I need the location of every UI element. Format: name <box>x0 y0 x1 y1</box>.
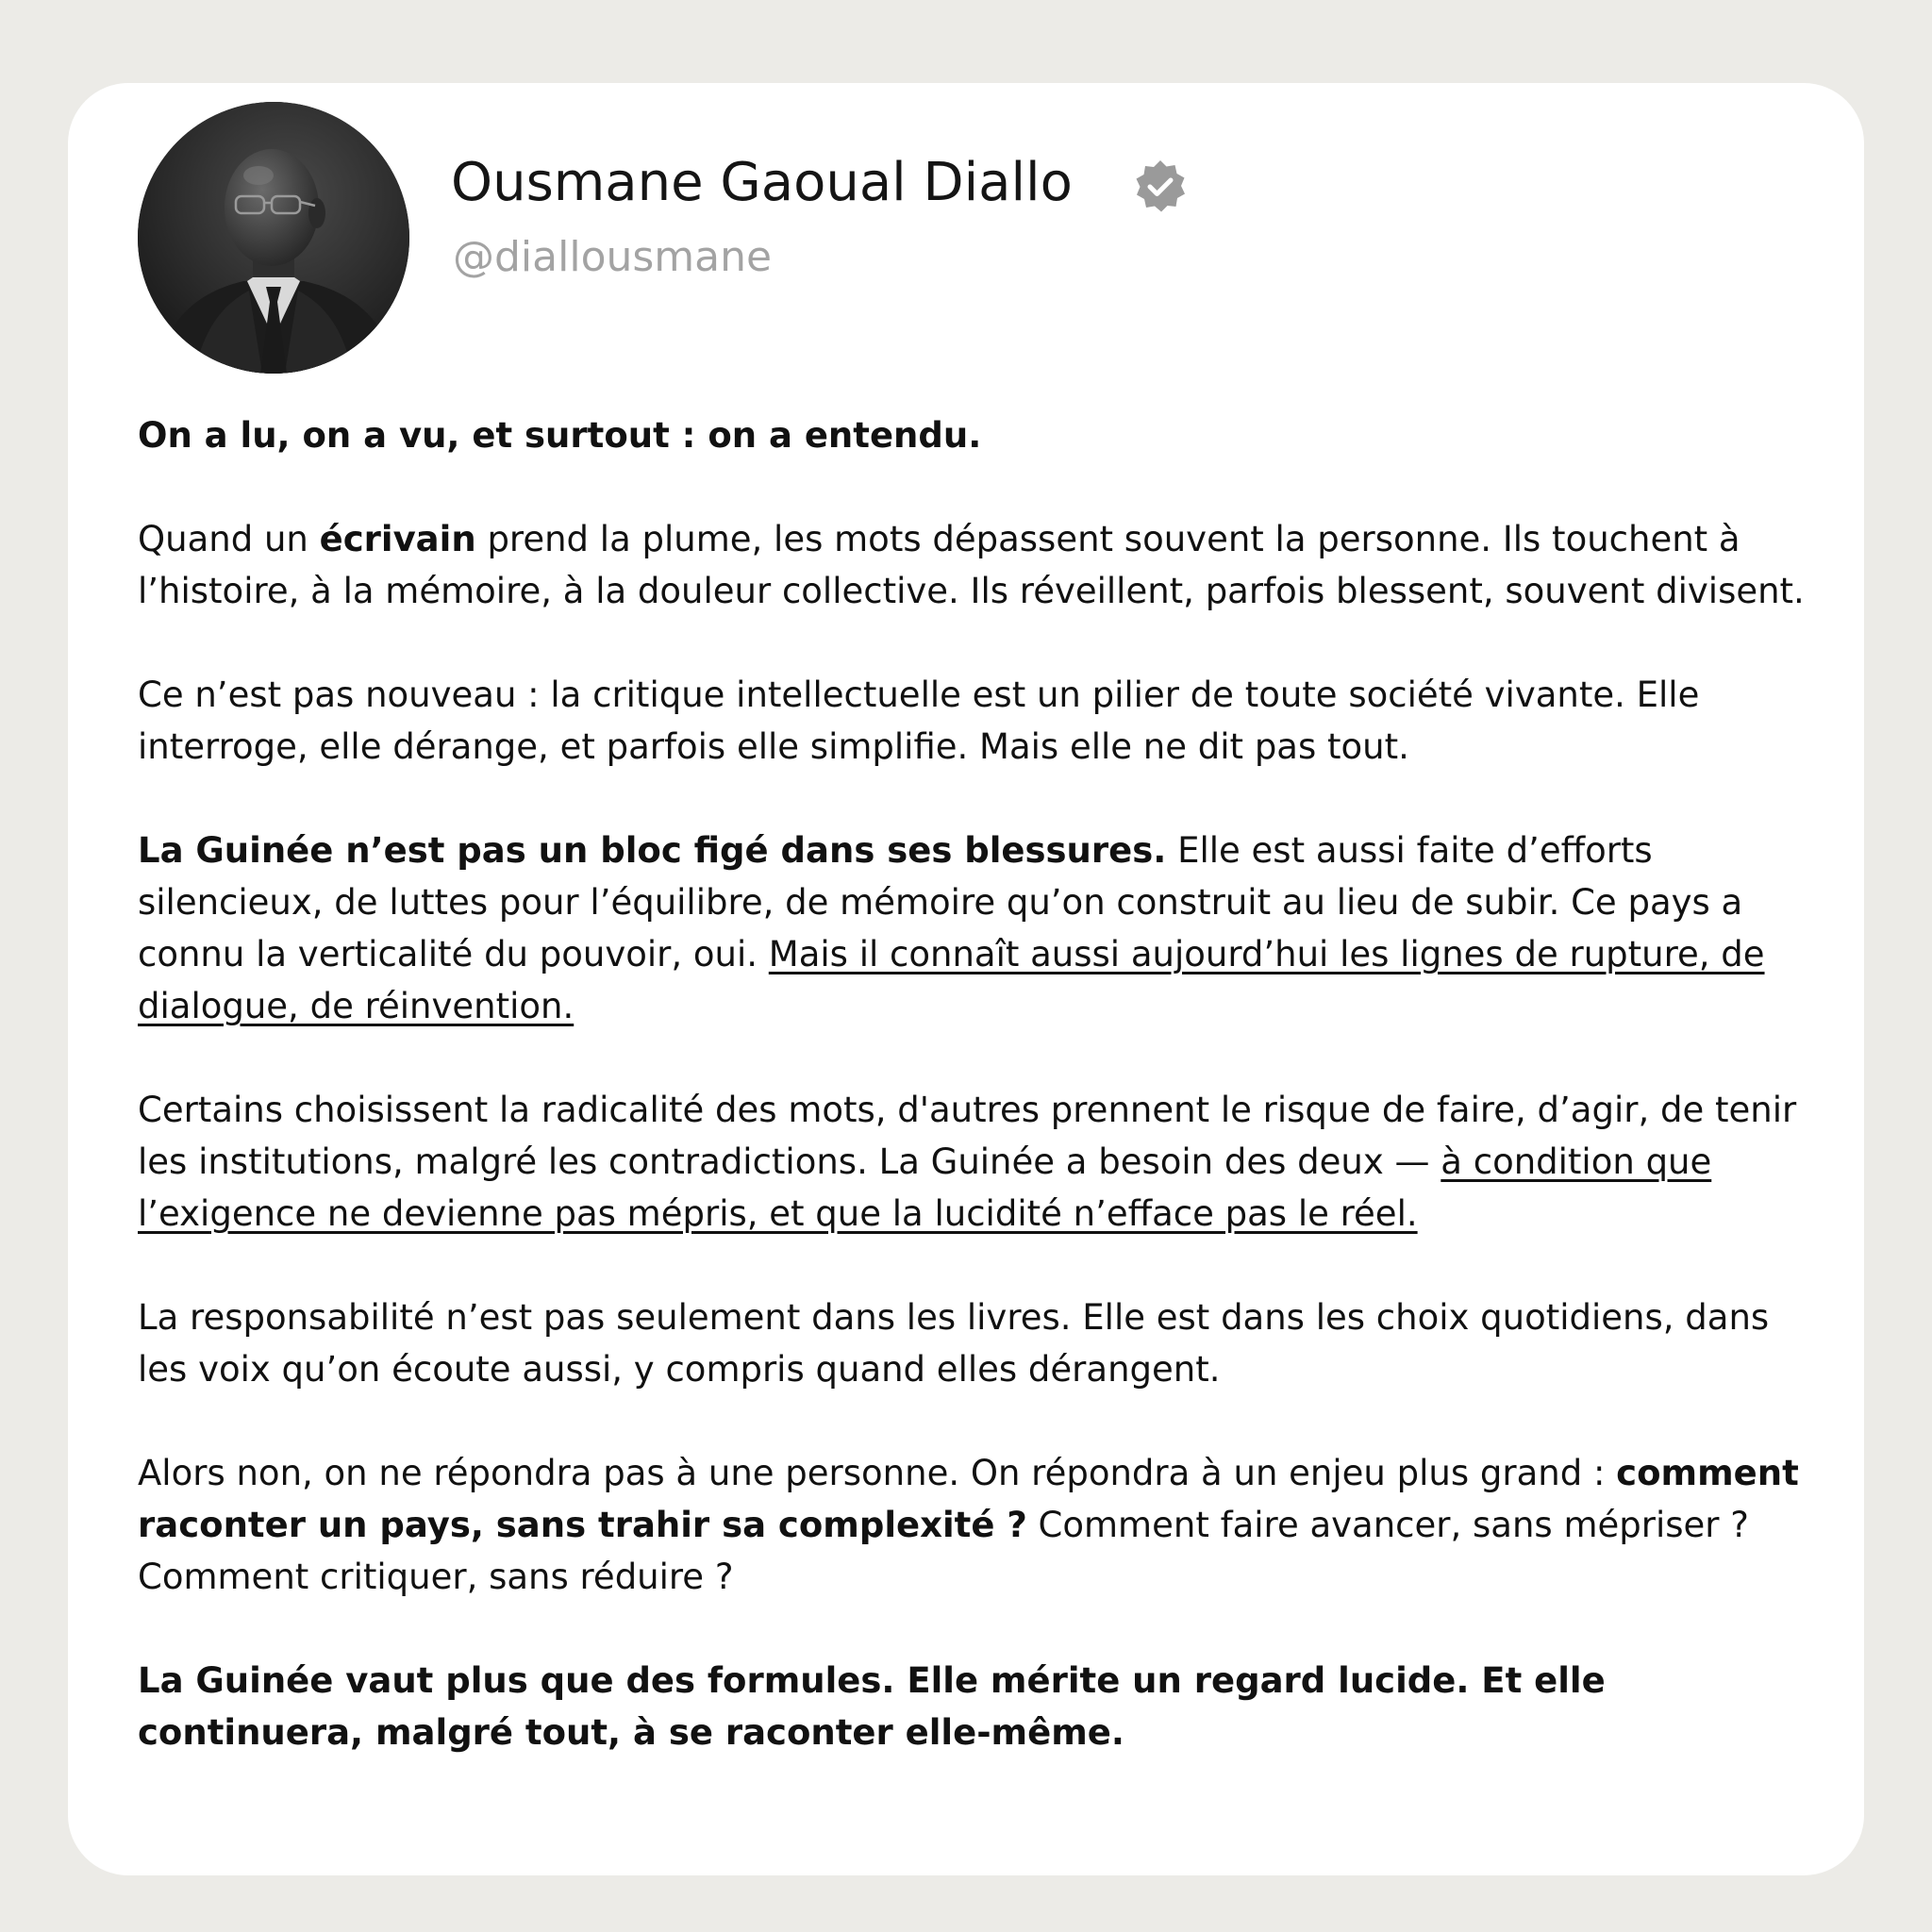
post-paragraph: Ce n’est pas nouveau : la critique intellectuelle est un pilier de toute société vivante. Elle interroge, elle dérange, et parfois elle simplifie. Mais elle ne dit pas tout. <box>138 675 1700 767</box>
bold-text: écrivain <box>319 519 476 559</box>
verified-badge-icon <box>1132 158 1189 215</box>
paragraph-text: prend la plume, les mots dépassent souvent la personne. Ils touchent à l’histoire, à la mémoire, à la douleur collective. Ils réveillent, parfois blessent, souvent divisent. <box>138 519 1805 611</box>
post-body <box>138 409 1807 1758</box>
author-handle[interactable]: @diallousmane <box>453 233 773 281</box>
paragraph-text: Elle est aussi faite d’efforts silencieux, de luttes pour l’équilibre, de mémoire qu’on construit au lieu de subir. Ce pays a connu la verticalité du pouvoir, oui. <box>138 830 1743 974</box>
post-paragraph <box>138 513 1807 617</box>
post-card <box>68 83 1864 1875</box>
post-closing: La Guinée vaut plus que des formules. Elle mérite un regard lucide. Et elle continuera, malgré tout, à se raconter elle-même. <box>138 1660 1606 1753</box>
bold-text: comment raconter un pays, sans trahir sa complexité ? <box>138 1453 1799 1545</box>
paragraph-text: Certains choisissent la radicalité des mots, d'autres prennent le risque de faire, d’agir, de tenir les institutions, malgré les contradictions. La Guinée a besoin des deux — <box>138 1090 1797 1182</box>
author-name[interactable]: Ousmane Gaoual Diallo <box>451 152 1073 213</box>
post-paragraph <box>138 824 1807 1032</box>
underlined-text: Mais il connaît aussi aujourd’hui les lignes de rupture, de dialogue, de réinvention. <box>138 934 1765 1026</box>
avatar-photo <box>138 102 409 374</box>
avatar[interactable] <box>138 102 409 374</box>
underlined-text: à condition que l’exigence ne devienne pas mépris, et que la lucidité n’efface pas le réel. <box>138 1141 1712 1234</box>
post-paragraph <box>138 1084 1807 1240</box>
paragraph-text: Comment faire avancer, sans mépriser ? Comment critiquer, sans réduire ? <box>138 1505 1749 1597</box>
post-heading: On a lu, on a vu, et surtout : on a entendu. <box>138 415 982 456</box>
post-paragraph: La responsabilité n’est pas seulement dans les livres. Elle est dans les choix quotidiens, dans les voix qu’on écoute aussi, y compris quand elles dérangent. <box>138 1297 1770 1390</box>
post-paragraph <box>138 1447 1807 1603</box>
bold-text: La Guinée n’est pas un bloc figé dans ses blessures. <box>138 830 1167 871</box>
paragraph-text: Alors non, on ne répondra pas à une personne. On répondra à un enjeu plus grand : <box>138 1453 1617 1493</box>
paragraph-text: Quand un <box>138 519 320 559</box>
